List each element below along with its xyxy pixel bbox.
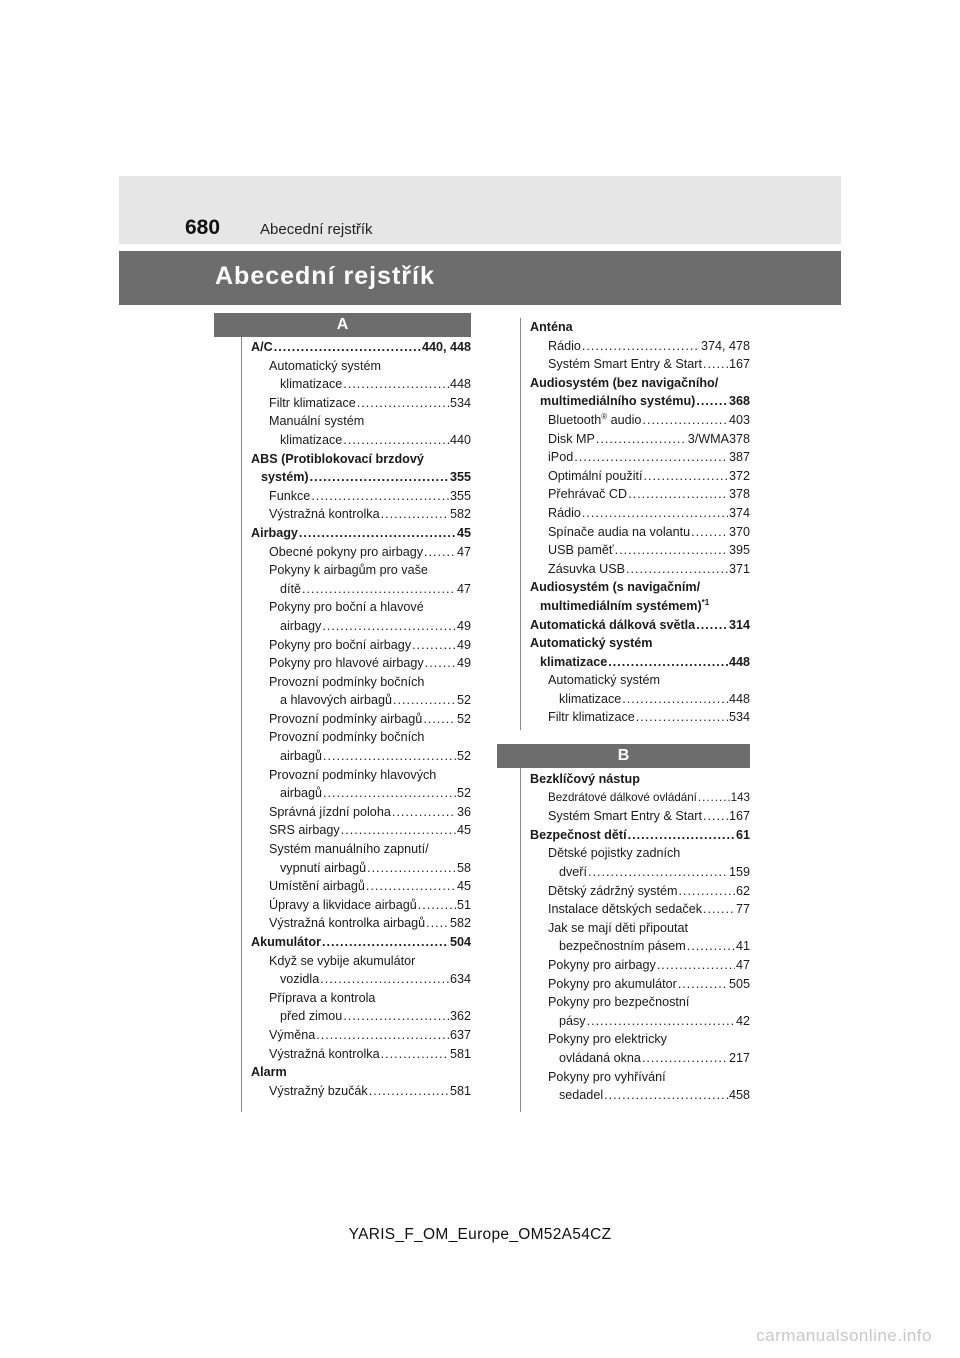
- dot-leader: [642, 411, 728, 430]
- index-entry-label: Bezklíčový nástup: [530, 772, 640, 786]
- index-entry: [530, 411, 750, 430]
- index-entry-label: Pokyny pro elektricky: [548, 1032, 667, 1047]
- dot-leader: [381, 1045, 449, 1064]
- index-entry-page: 448: [728, 691, 750, 706]
- index-entry: [530, 1049, 750, 1068]
- index-entry-page: 42: [735, 1013, 750, 1028]
- index-entry-page: 41: [735, 939, 750, 954]
- index-entry-page: 368: [728, 394, 750, 409]
- index-entry-page: 448: [449, 377, 471, 392]
- dot-leader: [357, 394, 449, 413]
- index-entry-label: a hlavových airbagů: [280, 693, 393, 708]
- index-entry: [530, 900, 750, 919]
- index-entry-label: multimediálním systémem)$^{*1}$: [540, 597, 710, 613]
- index-entry: [530, 956, 750, 975]
- index-entry: [530, 634, 750, 653]
- index-entry-page: 61: [735, 827, 750, 842]
- index-entry-label: Bezdrátové dálkové ovládání: [548, 790, 697, 804]
- index-entry-page: 45: [456, 525, 471, 540]
- index-entry: [251, 766, 471, 785]
- dot-leader: [574, 448, 728, 467]
- index-entry: [530, 355, 750, 374]
- index-entry: [530, 1030, 750, 1049]
- dot-leader: [369, 1082, 449, 1101]
- index-entry-page: 395: [728, 543, 750, 558]
- index-entry-page: 3/WMA378: [687, 431, 750, 446]
- index-entry-page: 440, 448: [421, 340, 471, 354]
- index-column-left: [251, 338, 471, 1100]
- index-entry-label: Bezpečnost dětí: [530, 827, 627, 842]
- index-entry: [251, 821, 471, 840]
- dot-leader: [657, 956, 735, 975]
- index-entry-label: Audiosystém (bez navigačního/: [530, 375, 719, 390]
- dot-leader: [628, 826, 735, 845]
- index-entry-label: Výstražný bzučák: [269, 1083, 368, 1098]
- index-entry-page: 362: [449, 1009, 471, 1024]
- index-entry: [251, 673, 471, 692]
- index-entry-label: Filtr klimatizace: [269, 395, 356, 410]
- index-entry: [251, 896, 471, 915]
- dot-leader: [322, 933, 449, 952]
- index-entry: [251, 431, 471, 450]
- dot-leader: [703, 355, 728, 374]
- index-entry: [530, 919, 750, 938]
- index-entry-page: 47: [456, 581, 471, 596]
- index-entry: [530, 882, 750, 901]
- index-entry: [530, 523, 750, 542]
- index-entry-label: klimatizace: [280, 377, 343, 392]
- index-entry-page: 62: [735, 883, 750, 898]
- index-entry-page: 581: [449, 1046, 471, 1061]
- dot-leader: [691, 523, 728, 542]
- index-entry: [530, 671, 750, 690]
- index-entry-label: ABS (Protiblokovací brzdový: [251, 451, 424, 466]
- dot-leader: [425, 654, 456, 673]
- dot-leader: [323, 784, 456, 803]
- index-entry: [251, 505, 471, 524]
- dot-leader: [299, 524, 456, 543]
- index-entry-label: Systém Smart Entry & Start: [548, 809, 702, 824]
- index-entry: [251, 877, 471, 896]
- index-entry: [530, 937, 750, 956]
- index-entry: [530, 863, 750, 882]
- dot-leader: [687, 937, 735, 956]
- index-entry-label: Výměna: [269, 1027, 316, 1042]
- index-entry-label: Automatická dálková světla: [530, 617, 696, 632]
- index-entry-label: Přehrávač CD: [548, 487, 628, 502]
- dot-leader: [703, 900, 735, 919]
- index-entry: [251, 487, 471, 506]
- dot-leader: [622, 690, 728, 709]
- index-entry: [251, 1026, 471, 1045]
- running-title: Abecední rejstřík: [260, 221, 373, 238]
- index-entry-page: 47: [456, 544, 471, 559]
- dot-leader: [392, 803, 456, 822]
- section-header-b: B: [497, 744, 750, 768]
- index-entry-label: dítě: [280, 581, 302, 596]
- index-entry-page: 52: [456, 786, 471, 801]
- dot-leader: [696, 616, 728, 635]
- index-entry-page: 49: [456, 637, 471, 652]
- index-entry-label: před zimou: [280, 1009, 343, 1024]
- index-entry: [530, 578, 750, 597]
- index-entry-label: Rádio: [548, 505, 581, 520]
- dot-leader: [274, 338, 421, 357]
- dot-leader: [367, 859, 456, 878]
- index-entry-page: 581: [449, 1083, 471, 1098]
- index-entry-label: Optimální použití: [548, 468, 643, 483]
- index-entry-label: Provozní podmínky airbagů: [269, 711, 423, 726]
- index-entry-label: vypnutí airbagů: [280, 860, 367, 875]
- index-entry: [251, 524, 471, 543]
- index-column-right-b: [530, 770, 750, 1105]
- index-entry-label: USB paměť: [548, 543, 614, 558]
- index-entry-label: Provozní podmínky bočních: [269, 674, 425, 689]
- index-entry-label: Bluetooth® audio: [548, 411, 642, 427]
- index-entry-page: 217: [728, 1050, 750, 1065]
- column-divider-right-a: [520, 318, 521, 730]
- index-entry: [530, 789, 750, 808]
- index-entry-page: 458: [728, 1088, 750, 1103]
- index-entry: [530, 616, 750, 635]
- index-entry: [251, 1007, 471, 1026]
- index-entry-label: Obecné pokyny pro airbagy: [269, 544, 424, 559]
- index-entry-page: 403: [728, 412, 750, 427]
- index-entry-page: 45: [456, 823, 471, 838]
- dot-leader: [316, 1026, 449, 1045]
- dot-leader: [596, 430, 687, 449]
- index-entry: [251, 1082, 471, 1101]
- index-entry: [251, 617, 471, 636]
- index-entry-label: iPod: [548, 450, 574, 465]
- dot-leader: [320, 970, 449, 989]
- index-entry-label: Anténa: [530, 320, 573, 334]
- column-divider-right-b: [520, 768, 521, 1112]
- index-entry-label: sedadel: [559, 1088, 604, 1103]
- index-entry-label: Provozní podmínky bočních: [269, 730, 425, 745]
- index-entry-page: 374: [728, 505, 750, 520]
- index-entry-page: 45: [456, 879, 471, 894]
- index-entry-page: 374, 478: [700, 338, 750, 353]
- index-entry: [530, 392, 750, 411]
- index-entry-label: Automatický systém: [530, 636, 653, 651]
- index-entry: [251, 933, 471, 952]
- index-entry-page: 534: [449, 395, 471, 410]
- index-entry: [251, 450, 471, 469]
- index-entry-page: 167: [728, 357, 750, 372]
- dot-leader: [582, 337, 700, 356]
- index-entry-label: Disk MP: [548, 431, 595, 446]
- index-entry-label: Pokyny pro akumulátor: [548, 976, 677, 991]
- index-entry-page: 49: [456, 656, 471, 671]
- index-entry: [530, 541, 750, 560]
- index-entry-label: Systém Smart Entry & Start: [548, 357, 702, 372]
- index-entry-label: airbagů: [280, 786, 323, 801]
- index-entry-page: 355: [449, 470, 471, 485]
- watermark: carmanualsonline.info: [756, 1326, 932, 1345]
- index-column-right-a: [530, 318, 750, 727]
- index-entry-page: 52: [456, 749, 471, 764]
- index-entry-label: Systém manuálního zapnutí/: [269, 842, 429, 857]
- dot-leader: [310, 468, 449, 487]
- index-entry-label: ovládaná okna: [559, 1050, 641, 1065]
- index-entry: [251, 654, 471, 673]
- dot-leader: [588, 863, 728, 882]
- dot-leader: [626, 560, 728, 579]
- index-entry-label: Pokyny pro boční a hlavové: [269, 600, 424, 615]
- index-entry: [530, 826, 750, 845]
- index-entry: [251, 989, 471, 1008]
- index-entry-label: Spínače audia na volantu: [548, 524, 691, 539]
- index-entry: [530, 1012, 750, 1031]
- index-entry-label: Příprava a kontrola: [269, 990, 376, 1005]
- index-entry-page: 77: [735, 902, 750, 917]
- index-entry-label: Pokyny pro vyhřívání: [548, 1069, 666, 1084]
- index-entry: [251, 840, 471, 859]
- index-entry: [251, 1045, 471, 1064]
- document-code: YARIS_F_OM_Europe_OM52A54CZ: [348, 1226, 612, 1243]
- index-entry: [251, 338, 471, 357]
- dot-leader: [302, 580, 456, 599]
- index-entry: [251, 803, 471, 822]
- index-entry-label: klimatizace: [559, 691, 622, 706]
- index-entry: [251, 728, 471, 747]
- index-entry: [530, 430, 750, 449]
- dot-leader: [642, 1049, 728, 1068]
- index-entry: [530, 975, 750, 994]
- index-entry: [251, 561, 471, 580]
- index-entry-page: 159: [728, 864, 750, 879]
- dot-leader: [582, 504, 728, 523]
- index-entry-page: 371: [728, 561, 750, 576]
- index-entry: [251, 784, 471, 803]
- index-entry: [251, 914, 471, 933]
- index-entry: [530, 448, 750, 467]
- index-entry: [530, 318, 750, 337]
- index-entry-page: 370: [728, 524, 750, 539]
- dot-leader: [678, 882, 735, 901]
- dot-leader: [644, 467, 728, 486]
- index-entry: [251, 952, 471, 971]
- index-entry-label: Filtr klimatizace: [548, 710, 635, 725]
- index-entry-label: multimediálního systému): [540, 394, 696, 409]
- index-entry: [530, 708, 750, 727]
- index-entry-page: 378: [728, 487, 750, 502]
- dot-leader: [424, 543, 456, 562]
- dot-leader: [636, 708, 728, 727]
- index-entry: [251, 859, 471, 878]
- index-entry-label: Dětský zádržný systém: [548, 883, 678, 898]
- index-entry-label: Výstražná kontrolka: [269, 1046, 380, 1061]
- dot-leader: [343, 431, 449, 450]
- index-entry: [530, 690, 750, 709]
- index-entry: [251, 1063, 471, 1082]
- dot-leader: [703, 807, 728, 826]
- dot-leader: [698, 789, 730, 808]
- index-entry: [251, 691, 471, 710]
- index-entry: [530, 597, 750, 616]
- dot-leader: [696, 392, 728, 411]
- index-entry-label: airbagy: [280, 618, 322, 633]
- index-entry-label: dveří: [559, 864, 587, 879]
- dot-leader: [418, 896, 456, 915]
- dot-leader: [341, 821, 456, 840]
- index-entry: [251, 468, 471, 487]
- index-entry-label: Pokyny pro airbagy: [548, 957, 656, 972]
- index-entry: [251, 598, 471, 617]
- dot-leader: [604, 1086, 728, 1105]
- index-entry-label: Správná jízdní poloha: [269, 804, 391, 819]
- index-entry-page: 505: [728, 976, 750, 991]
- index-entry-label: klimatizace: [540, 654, 608, 669]
- index-entry-label: Pokyny pro bezpečnostní: [548, 995, 690, 1010]
- dot-leader: [678, 975, 728, 994]
- dot-leader: [426, 914, 449, 933]
- index-entry-label: Automatický systém: [269, 358, 381, 373]
- index-entry-page: 440: [449, 432, 471, 447]
- dot-leader: [423, 710, 456, 729]
- dot-leader: [628, 485, 728, 504]
- dot-leader: [393, 691, 456, 710]
- index-entry: [251, 543, 471, 562]
- page-title: Abecední rejstřík: [215, 262, 435, 290]
- index-entry-label: vozidla: [280, 972, 320, 987]
- index-entry: [530, 770, 750, 789]
- index-entry: [251, 357, 471, 376]
- index-entry-label: Rádio: [548, 338, 581, 353]
- index-entry-page: 372: [728, 468, 750, 483]
- index-entry-label: Dětské pojistky zadních: [548, 846, 681, 861]
- index-entry-page: 448: [728, 654, 750, 669]
- index-entry-page: 582: [449, 916, 471, 931]
- index-entry-label: pásy: [559, 1013, 586, 1028]
- index-entry: [251, 747, 471, 766]
- index-entry-label: Funkce: [269, 488, 311, 503]
- index-entry-page: 504: [449, 935, 471, 949]
- index-entry: [251, 394, 471, 413]
- index-entry: [530, 1068, 750, 1087]
- index-entry-label: SRS airbagy: [269, 823, 340, 838]
- column-divider-left: [241, 337, 242, 1112]
- index-entry: [251, 710, 471, 729]
- index-entry: [530, 504, 750, 523]
- index-entry-label: systém): [261, 470, 309, 485]
- index-entry-page: 143: [730, 790, 750, 804]
- index-entry-label: Pokyny k airbagům pro vaše: [269, 563, 428, 578]
- index-entry-label: Jak se mají děti připoutat: [548, 920, 689, 935]
- index-entry-label: Provozní podmínky hlavových: [269, 767, 437, 782]
- index-entry-label: Umístění airbagů: [269, 879, 365, 894]
- index-entry-page: 314: [728, 617, 750, 632]
- index-entry-page: 51: [456, 897, 471, 912]
- index-entry: [530, 467, 750, 486]
- index-entry-label: Alarm: [251, 1065, 287, 1080]
- index-entry: [530, 1086, 750, 1105]
- index-entry-page: 52: [456, 693, 471, 708]
- index-entry-label: Výstražná kontrolka: [269, 507, 380, 522]
- index-entry-label: Výstražná kontrolka airbagů: [269, 916, 426, 931]
- dot-leader: [587, 1012, 735, 1031]
- index-entry: [251, 580, 471, 599]
- index-entry-label: bezpečnostním pásem: [559, 939, 686, 954]
- index-entry: [530, 560, 750, 579]
- dot-leader: [412, 636, 456, 655]
- dot-leader: [608, 653, 728, 672]
- dot-leader: [322, 617, 456, 636]
- index-entry-label: Pokyny pro boční airbagy: [269, 637, 412, 652]
- index-entry: [530, 337, 750, 356]
- index-entry: [251, 375, 471, 394]
- index-entry-page: 534: [728, 710, 750, 725]
- dot-leader: [323, 747, 456, 766]
- index-entry-page: 387: [728, 450, 750, 465]
- index-entry-label: Akumulátor: [251, 935, 321, 949]
- dot-leader: [343, 375, 449, 394]
- section-header-a: A: [214, 313, 471, 337]
- index-entry-page: 58: [456, 860, 471, 875]
- index-entry-label: Když se vybije akumulátor: [269, 953, 416, 968]
- index-entry-page: 355: [449, 488, 471, 503]
- index-entry: [530, 844, 750, 863]
- index-entry: [530, 807, 750, 826]
- index-entry: [530, 993, 750, 1012]
- dot-leader: [311, 487, 449, 506]
- index-entry-label: A/C: [251, 340, 273, 354]
- page-number: 680: [185, 216, 221, 239]
- header-band: [119, 176, 841, 244]
- index-entry: [251, 412, 471, 431]
- index-entry-label: Audiosystém (s navigačním/: [530, 580, 701, 595]
- index-entry-label: Instalace dětských sedaček: [548, 902, 703, 917]
- dot-leader: [381, 505, 449, 524]
- index-entry: [251, 970, 471, 989]
- index-entry: [251, 636, 471, 655]
- index-entry-page: 634: [449, 972, 471, 987]
- index-entry-label: Airbagy: [251, 525, 298, 540]
- index-entry-page: 167: [728, 809, 750, 824]
- dot-leader: [366, 877, 456, 896]
- index-entry-page: 52: [456, 711, 471, 726]
- index-entry-page: 47: [735, 957, 750, 972]
- dot-leader: [615, 541, 728, 560]
- dot-leader: [343, 1007, 449, 1026]
- index-entry: [530, 485, 750, 504]
- index-entry: [530, 374, 750, 393]
- index-entry-page: 49: [456, 618, 471, 633]
- index-entry-label: airbagů: [280, 749, 323, 764]
- index-entry-label: Úpravy a likvidace airbagů: [269, 897, 417, 912]
- index-entry-label: Zásuvka USB: [548, 561, 625, 576]
- index-entry: [530, 653, 750, 672]
- index-entry-label: klimatizace: [280, 432, 343, 447]
- index-entry-page: 582: [449, 507, 471, 522]
- index-entry-label: Manuální systém: [269, 414, 365, 429]
- index-entry-page: 36: [456, 804, 471, 819]
- index-entry-label: Pokyny pro hlavové airbagy: [269, 656, 424, 671]
- index-entry-page: 637: [449, 1027, 471, 1042]
- index-entry-label: Automatický systém: [548, 673, 660, 688]
